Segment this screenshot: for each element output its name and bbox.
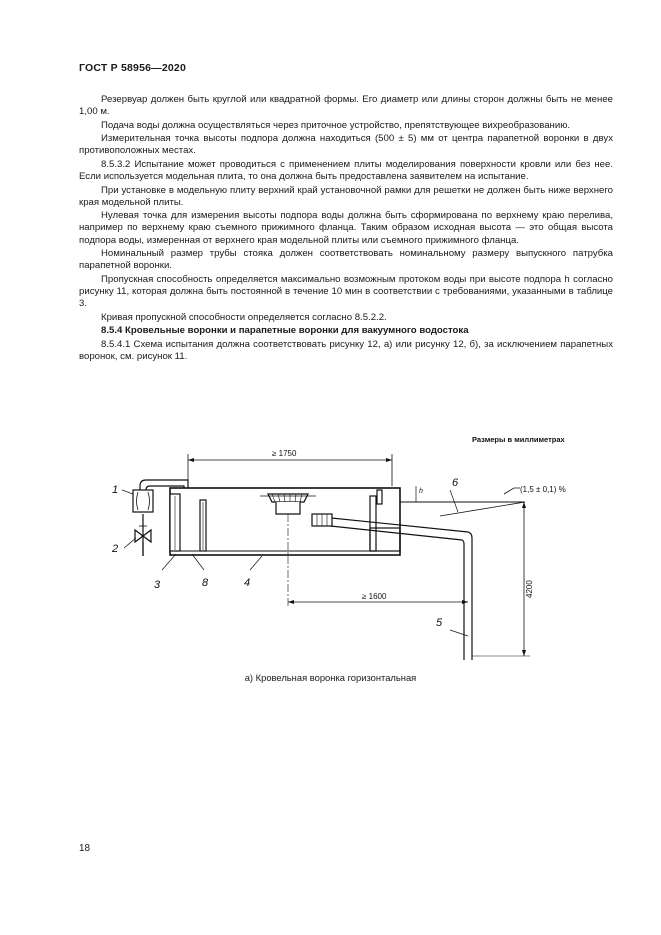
section-heading: 8.5.4 Кровельные воронки и парапетные воронки для вакуумного водостока	[101, 325, 469, 337]
label-4: 4	[244, 577, 251, 589]
paragraph: Кривая пропускной способности определяется согласно 8.5.2.2.	[101, 311, 387, 323]
dimension-length-label: ≥ 1750	[272, 449, 297, 458]
label-2: 2	[112, 543, 119, 555]
label-1: 1	[112, 484, 119, 496]
flow-meter	[133, 490, 153, 512]
outlet-pipe	[312, 516, 472, 660]
standard-header: ГОСТ Р 58956—2020	[79, 62, 187, 74]
paragraph: Нулевая точка для измерения высоты подпора воды должна быть сформирована по верхнему краю перелива, например по верхнему краю съемного прижимного фланца. Таким образом исходная высота — это общая высота подпора воды, измеренная от верхнего края модельной плиты или съемного прижимного фланца.	[79, 210, 613, 246]
label-6: 6	[452, 477, 459, 489]
test-setup-figure	[100, 430, 620, 665]
paragraph: При установке в модельную плиту верхний край установочной рамки для решетки не должен быть ниже верхнего края модельной плиты.	[79, 184, 613, 208]
label-8: 8	[202, 577, 209, 589]
dimension-pipe-label: ≥ 1600	[362, 592, 387, 601]
dimension-height-label: 4200	[525, 580, 534, 598]
paragraph: Резервуар должен быть круглой или квадратной формы. Его диаметр или длины сторон должны быть не менее 1,00 м.	[79, 94, 613, 118]
dimension-h-label: h	[419, 488, 423, 495]
paragraph: Подача воды должна осуществляться через приточное устройство, препятствующее вихреобразованию.	[101, 119, 571, 131]
label-5: 5	[436, 617, 443, 629]
body-text	[79, 94, 613, 364]
paragraph: Измерительная точка высоты подпора должна находиться (500 ± 5) мм от центра парапетной воронки в двух противоположных местах.	[79, 133, 613, 157]
units-note: Размеры в миллиметрах	[472, 435, 565, 444]
paragraph: 8.5.3.2 Испытание может проводиться с применением плиты моделирования поверхности кровли или без нее. Если используется модельная плита, то она должна быть предоставлена заявителем на испытание.	[79, 158, 613, 183]
label-3: 3	[154, 579, 161, 591]
figure-caption: а) Кровельная воронка горизонтальная	[244, 672, 417, 683]
paragraph: Номинальный размер трубы стояка должен соответствовать номинальному размеру выпускного патрубка парапетной воронки.	[79, 248, 613, 272]
paragraph: Пропускная способность определяется максимально возможным протоком воды при высоте подпора h согласно рисунку 11, которая должна быть постоянной в течение 10 мин в соответствии с требованиями, указанными в таблице 3.	[79, 273, 613, 309]
page-number: 18	[79, 843, 91, 854]
paragraph: 8.5.4.1 Схема испытания должна соответствовать рисунку 12, а) или рисунку 12, б), за исключением парапетных воронок, см. рисунок 11.	[79, 338, 613, 362]
slope-label: (1,5 ± 0,1) %	[520, 485, 566, 494]
